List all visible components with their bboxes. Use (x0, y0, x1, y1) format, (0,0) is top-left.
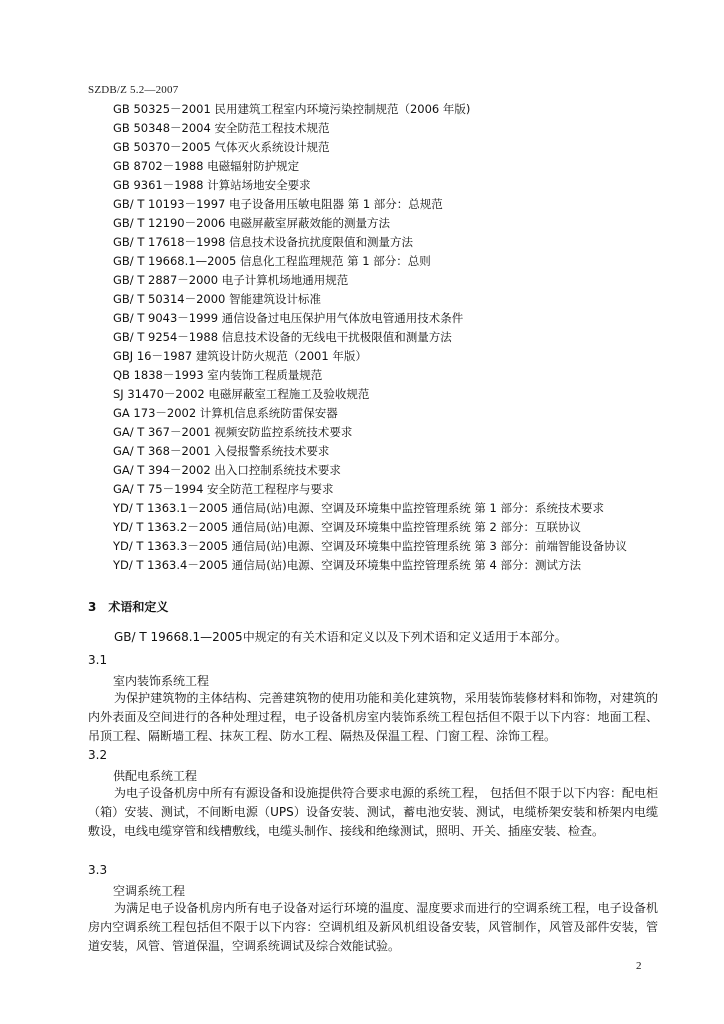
term-definition: 为电子设备机房中所有有源设备和设施提供符合要求电源的系统工程， 包括但不限于以下内容：配电柜（箱）安装、测试，不间断电源（UPS）设备安装、测试，蓄电池安装、测试，电缆桥架安装和桥架内电缆敷设，电线电缆穿管和线槽敷线，电缆头制作、接线和绝缘测试，照明、开关、插座安装、检查。 (88, 786, 658, 838)
reference-item: YD/ T 1363.2－2005 通信局(站)电源、空调及环境集中监控管理系统 第 2 部分：互联协议 (113, 520, 582, 534)
reference-item: GB/ T 17618－1998 信息技术设备抗扰度限值和测量方法 (113, 235, 414, 249)
term-number: 3.1 (88, 653, 108, 667)
section-title: 术语和定义 (108, 600, 169, 614)
page-number: 2 (636, 960, 642, 972)
reference-item: QB 1838－1993 室内装饰工程质量规范 (113, 368, 323, 382)
reference-item: GB/ T 9043－1999 通信设备过电压保护用气体放电管通用技术条件 (113, 311, 464, 325)
section-heading (88, 598, 180, 615)
reference-item: GB 50348－2004 安全防范工程技术规范 (113, 121, 330, 135)
reference-item: YD/ T 1363.3－2005 通信局(站)电源、空调及环境集中监控管理系统 第 3 部分：前端智能设备协议 (113, 539, 628, 553)
reference-item: GA/ T 368－2001 入侵报警系统技术要求 (113, 444, 330, 458)
reference-item: GA/ T 367－2001 视频安防监控系统技术要求 (113, 425, 353, 439)
term-number: 3.2 (88, 748, 108, 762)
reference-item: GB 50370－2005 气体灭火系统设计规范 (113, 140, 330, 154)
reference-item: SJ 31470－2002 电磁屏蔽室工程施工及验收规范 (113, 387, 370, 401)
reference-item: GB/ T 9254－1988 信息技术设备的无线电干扰极限值和测量方法 (113, 330, 452, 344)
reference-item: GB/ T 10193－1997 电子设备用压敏电阻器 第 1 部分：总规范 (113, 197, 443, 211)
term-title: 空调系统工程 (113, 884, 186, 898)
reference-item: GB/ T 50314－2000 智能建筑设计标准 (113, 292, 322, 306)
normative-references-list (113, 100, 673, 575)
reference-item: GB/ T 12190－2006 电磁屏蔽室屏蔽效能的测量方法 (113, 216, 391, 230)
reference-item: GA/ T 75－1994 安全防范工程程序与要求 (113, 482, 334, 496)
section-intro: GB/ T 19668.1—2005中规定的有关术语和定义以及下列术语和定义适用于本部分。 (114, 630, 567, 644)
term-title: 供配电系统工程 (113, 769, 198, 783)
reference-item: GBJ 16－1987 建筑设计防火规范（2001 年版） (113, 349, 367, 363)
reference-item: GA 173－2002 计算机信息系统防雷保安器 (113, 406, 338, 420)
reference-item: GB 9361－1988 计算站场地安全要求 (113, 178, 311, 192)
reference-item: GA/ T 394－2002 出入口控制系统技术要求 (113, 463, 341, 477)
reference-item: GB 50325－2001 民用建筑工程室内环境污染控制规范（2006 年版) (113, 102, 471, 116)
term-definition: 为满足电子设备机房内所有电子设备对运行环境的温度、湿度要求而进行的空调系统工程，电子设备机房内空调系统工程包括但不限于以下内容：空调机组及新风机组设备安装，风管制作，风管及部件安装，管道安装，风管、管道保温，空调系统调试及综合效能试验。 (88, 901, 658, 953)
term-number: 3.3 (88, 863, 108, 877)
reference-item: GB 8702－1988 电磁辐射防护规定 (113, 159, 300, 173)
term-title: 室内装饰系统工程 (113, 674, 210, 688)
standard-code-header: SZDB/Z 5.2—2007 (88, 84, 179, 96)
reference-item: YD/ T 1363.1－2005 通信局(站)电源、空调及环境集中监控管理系统 第 1 部分：系统技术要求 (113, 501, 605, 515)
reference-item: YD/ T 1363.4－2005 通信局(站)电源、空调及环境集中监控管理系统 第 4 部分：测试方法 (113, 558, 582, 572)
reference-item: GB/ T 19668.1—2005 信息化工程监理规范 第 1 部分：总则 (113, 254, 431, 268)
reference-item: GB/ T 2887－2000 电子计算机场地通用规范 (113, 273, 349, 287)
section-number: 3 (88, 600, 97, 614)
term-definition: 为保护建筑物的主体结构、完善建筑物的使用功能和美化建筑物，采用装饰装修材料和饰物，对建筑的内外表面及空间进行的各种处理过程，电子设备机房室内装饰系统工程包括但不限于以下内容：地面工程、吊顶工程、隔断墙工程、抹灰工程、防水工程、隔热及保温工程、门窗工程、涂饰工程。 (88, 691, 658, 743)
